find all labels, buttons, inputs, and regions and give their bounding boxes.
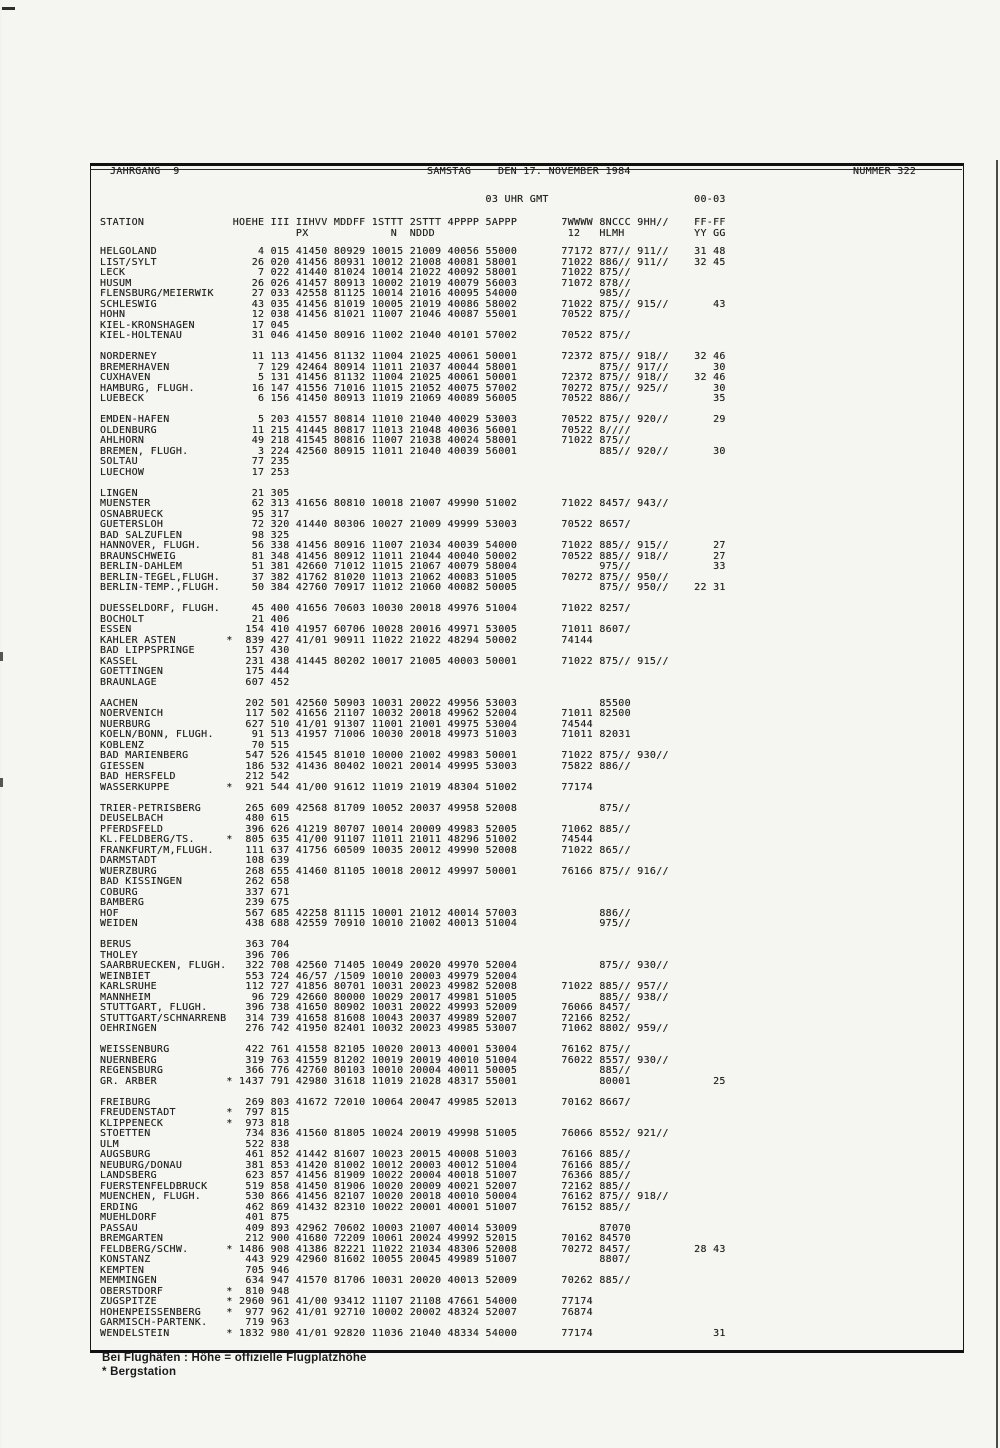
table-block [100, 247, 960, 342]
table-row: LIST/SYLT 26 020 41456 80931 10012 21008 40081 58001 71022 886// 911// 32 45 [100, 256, 726, 268]
table-row: WEINBIET 553 724 46/57 /1509 10010 20003 49979 52004 [100, 970, 518, 982]
weekday-label: SAMSTAG [427, 166, 472, 177]
table-row: KEMPTEN 705 946 [100, 1264, 290, 1276]
table-row: LINGEN 21 305 [100, 487, 290, 499]
table-row: FELDBERG/SCHW. * 1486 908 41386 82221 11022 21034 48306 52008 70272 8457/ 28 43 [100, 1243, 726, 1255]
table-row: LUECHOW 17 253 [100, 466, 290, 478]
table-row: OEHRINGEN 276 742 41950 82401 10032 20023 49985 53007 71062 8802/ 959// [100, 1023, 669, 1034]
table-row: DARMSTADT 108 639 [100, 855, 290, 866]
table-row: COBURG 337 671 [100, 886, 290, 898]
column-header-line1: STATION HOEHE III IIHVV MDDFF 1STTT 2STTT 4PPPP 5APPP 7WWWW 8NCCC 9HH// FF-FF [100, 217, 726, 228]
table-row: WEISSENBURG 422 761 41558 82105 10020 20013 40001 53004 76162 875// [100, 1044, 631, 1055]
table-row: FREUDENSTADT * 797 815 [100, 1107, 290, 1118]
table-block [100, 1045, 960, 1087]
table-row: KL.FELDBERG/TS. * 805 635 41/00 91107 11011 21011 48296 51002 74544 [100, 834, 593, 845]
table-row: BAD KISSINGEN 262 658 [100, 876, 290, 887]
table-row: REGENSBURG 366 776 42760 80103 10010 20004 40011 50005 885// [100, 1065, 631, 1076]
table-row: GR. ARBER * 1437 791 42980 31618 11019 21028 48317 55001 80001 25 [100, 1075, 726, 1087]
table-block [100, 940, 960, 1035]
table-row: STUTTGART/SCHNARRENB 314 739 41658 81608 10043 20037 49989 52007 72166 8252/ [100, 1012, 631, 1024]
table-row: OSNABRUECK 95 317 [100, 508, 290, 520]
table-row: NORDERNEY 11 113 41456 81132 11004 21025 40061 50001 72372 875// 918// 32 46 [100, 351, 726, 362]
table-row: HOF 567 685 42258 81115 10001 21012 40014 57003 886// [100, 907, 631, 919]
table-row: BREMGARTEN 212 900 41680 72209 10061 20024 49992 52015 70162 84570 [100, 1233, 631, 1244]
table-row: LANDSBERG 623 857 41456 81909 10022 20004 40018 51007 76366 885// [100, 1170, 631, 1181]
table-row: SAARBRUECKEN, FLUGH. 322 708 42560 71405 10049 20020 49970 52004 875// 930// [100, 960, 669, 971]
table-block [100, 489, 960, 594]
table-row: KOBLENZ 70 515 [100, 739, 290, 751]
table-row: MEMMINGEN 634 947 41570 81706 10031 20020 40013 52009 70262 885// [100, 1275, 631, 1286]
table-row: MANNHEIM 96 729 42660 80000 10029 20017 49981 51005 885// 938// [100, 991, 669, 1003]
page-edge-line [996, 160, 998, 1448]
column-header-line2: PX N NDDD 12 HLMH YY GG [100, 228, 726, 239]
table-row: BAD MARIENBERG 547 526 41545 81010 10000 21002 49983 50001 71022 875// 930// [100, 750, 669, 761]
table-row: FLENSBURG/MEIERWIK 27 033 42558 81125 10014 21016 40095 54000 985// [100, 288, 631, 299]
table-block [100, 352, 960, 405]
table-row: GOETTINGEN 175 444 [100, 666, 290, 677]
weather-table [100, 247, 960, 1350]
table-row: DEUSELBACH 480 615 [100, 813, 290, 824]
table-row: STUTTGART, FLUGH. 396 738 41650 80902 10031 20022 49993 52009 76066 8457/ [100, 1002, 631, 1013]
table-row: HAMBURG, FLUGH. 16 147 41556 71016 11015 21052 40075 57002 70272 875// 925// 30 [100, 382, 726, 394]
table-row: FRANKFURT/M,FLUGH. 111 637 41756 60509 10035 20012 49990 52008 71022 865// [100, 844, 631, 856]
table-row: MUENCHEN, FLUGH. 530 866 41456 82107 10020 20018 40010 50004 76162 875// 918// [100, 1191, 669, 1202]
table-row: BREMERHAVEN 7 129 42464 80914 11011 21037 40044 58001 875// 917// 30 [100, 361, 726, 373]
table-block [100, 1098, 960, 1340]
table-row: PFERDSFELD 396 626 41219 80707 10014 20009 49983 52005 71062 885// [100, 823, 631, 835]
table-row: LECK 7 022 41440 81024 10014 21022 40092 58001 71022 875// [100, 267, 631, 278]
table-row: NUERBURG 627 510 41/01 91307 11001 21001 49975 53004 74544 [100, 718, 593, 730]
table-row: FREIBURG 269 803 41672 72010 10064 20047 49985 52013 70162 8667/ [100, 1096, 631, 1108]
table-row: WASSERKUPPE * 921 544 41/00 91612 11019 21019 48304 51002 77174 [100, 781, 593, 793]
table-row: THOLEY 396 706 [100, 949, 290, 961]
table-row: BAD SALZUFLEN 98 325 [100, 529, 290, 541]
table-row: BAD HERSFELD 212 542 [100, 771, 290, 782]
table-row: GARMISCH-PARTENK. 719 963 [100, 1317, 290, 1328]
table-row: HUSUM 26 026 41457 80913 10002 21019 40079 56003 71072 878// [100, 277, 631, 289]
table-row: TRIER-PETRISBERG 265 609 42568 81709 10052 20037 49958 52008 875// [100, 802, 631, 814]
table-row: SOLTAU 77 235 [100, 456, 290, 467]
table-row: KARLSRUHE 112 727 41856 80701 10031 20023 49982 52008 71022 885// 957// [100, 981, 669, 992]
table-row: WENDELSTEIN * 1832 980 41/01 92820 11036 21040 48334 54000 77174 31 [100, 1327, 726, 1339]
table-row: KAHLER ASTEN * 839 427 41/01 90911 11022 21022 48294 50002 74144 [100, 634, 593, 646]
table-row: SCHLESWIG 43 035 41456 81019 10005 21019 40086 58002 71022 875// 915// 43 [100, 298, 726, 310]
table-row: ESSEN 154 410 41957 60706 10028 20016 49971 53005 71011 8607/ [100, 624, 631, 635]
table-block [100, 699, 960, 794]
table-row: BRAUNSCHWEIG 81 348 41456 80912 11011 21044 40040 50002 70522 885// 918// 27 [100, 550, 726, 562]
table-row: BOCHOLT 21 406 [100, 613, 290, 625]
table-row: NEUBURG/DONAU 381 853 41420 81002 10012 20003 40012 51004 76166 885// [100, 1159, 631, 1171]
table-row: NOERVENICH 117 502 41656 21107 10032 20018 49962 52004 71011 82500 [100, 708, 631, 719]
table-row: KIEL-KRONSHAGEN 17 045 [100, 319, 290, 331]
table-block [100, 415, 960, 478]
table-block [100, 604, 960, 688]
date-label: DEN 17. NOVEMBER 1984 [498, 166, 631, 177]
table-row: HOHENPEISSENBERG * 977 962 41/01 92710 10002 20002 48324 52007 76874 [100, 1306, 593, 1318]
table-row: DUESSELDORF, FLUGH. 45 400 41656 70603 10030 20018 49976 51004 71022 8257/ [100, 603, 631, 614]
table-row: BAD LIPPSPRINGE 157 430 [100, 645, 290, 656]
table-row: EMDEN-HAFEN 5 203 41557 80814 11010 21040 40029 53003 70522 875// 920// 29 [100, 414, 726, 425]
table-row: HELGOLAND 4 015 41450 80929 10015 21009 40056 55000 77172 877// 911// 31 48 [100, 246, 726, 257]
table-row: LUEBECK 6 156 41450 80913 11019 21069 40089 56005 70522 886// 35 [100, 393, 726, 404]
table-row: CUXHAVEN 5 131 41456 81132 11004 21025 40061 50001 72372 875// 918// 32 46 [100, 372, 726, 383]
table-row: WUERZBURG 268 655 41460 81105 10018 20012 49997 50001 76166 875// 916// [100, 865, 669, 877]
corner-dash-mark [2, 7, 15, 10]
table-row: AHLHORN 49 218 41545 80816 11007 21038 40024 58001 71022 875// [100, 435, 631, 446]
issue-label: NUMMER 322 [853, 166, 917, 177]
table-block [100, 804, 960, 930]
footnote-bergstation: * Bergstation [102, 1366, 177, 1378]
table-row: ERDING 462 869 41432 82310 10022 20001 40001 51007 76152 885// [100, 1201, 631, 1213]
table-row: BAMBERG 239 675 [100, 897, 290, 908]
observation-time-line: 03 UHR GMT 00-03 [100, 194, 726, 205]
table-row: WEIDEN 438 688 42559 70910 10010 21002 40013 51004 975// [100, 918, 631, 929]
table-row: OBERSTDORF * 810 948 [100, 1285, 290, 1297]
binding-mark [0, 778, 3, 787]
table-row: AACHEN 202 501 42560 50903 10031 20022 49956 53003 85500 [100, 697, 631, 709]
table-row: FUERSTENFELDBRUCK 519 858 41450 81906 10020 20009 40021 52007 72162 885// [100, 1180, 631, 1192]
footnote-airports: Bei Flughäfen : Höhe = offizielle Flugplatzhöhe [102, 1352, 367, 1364]
table-row: PASSAU 409 893 42962 70602 10003 21007 40014 53009 87070 [100, 1222, 631, 1234]
table-row: MUEHLDORF 401 875 [100, 1212, 290, 1223]
binding-mark [0, 652, 3, 661]
table-row: GUETERSLOH 72 320 41440 80306 10027 21009 49999 53003 70522 8657/ [100, 519, 631, 530]
table-row: ZUGSPITZE * 2960 961 41/00 93412 11107 21108 47661 54000 77174 [100, 1296, 593, 1307]
table-row: KASSEL 231 438 41445 80202 10017 21005 40003 50001 71022 875// 915// [100, 655, 669, 667]
table-row: BERUS 363 704 [100, 939, 290, 950]
table-row: BREMEN, FLUGH. 3 224 42560 80915 11011 21040 40039 56001 885// 920// 30 [100, 445, 726, 457]
table-row: AUGSBURG 461 852 41442 81607 10023 20015 40008 51003 76166 885// [100, 1149, 631, 1160]
table-row: HOHN 12 038 41456 81021 11007 21046 40087 55001 70522 875// [100, 309, 631, 320]
table-row: STOETTEN 734 836 41560 81805 10024 20019 49998 51005 76066 8552/ 921// [100, 1128, 669, 1139]
table-row: OLDENBURG 11 215 41445 80817 11013 21048 40036 56001 70522 8//// [100, 424, 631, 436]
table-row: KONSTANZ 443 929 42960 81602 10055 20045 49989 51007 8807/ [100, 1254, 631, 1265]
table-row: KOELN/BONN, FLUGH. 91 513 41957 71006 10030 20018 49973 51003 71011 82031 [100, 729, 631, 740]
table-row: BRAUNLAGE 607 452 [100, 676, 290, 688]
table-row: NUERNBERG 319 763 41559 81202 10019 20019 40010 51004 76022 8557/ 930// [100, 1054, 669, 1066]
table-row: KIEL-HOLTENAU 31 046 41450 80916 11002 21040 40101 57002 70522 875// [100, 330, 631, 341]
journal-label: JAHRGANG 9 [110, 166, 180, 177]
table-row: HANNOVER, FLUGH. 56 338 41456 80916 11007 21034 40039 54000 71022 885// 915// 27 [100, 540, 726, 551]
table-row: GIESSEN 186 532 41436 80402 10021 20014 49995 53003 75822 886// [100, 760, 631, 772]
table-row: ULM 522 838 [100, 1138, 290, 1150]
table-row: KLIPPENECK * 973 818 [100, 1117, 290, 1129]
table-row: BERLIN-DAHLEM 51 381 42660 71012 11015 21067 40079 58004 975// 33 [100, 561, 726, 572]
table-row: BERLIN-TEGEL,FLUGH. 37 382 41762 81020 11013 21062 40083 51005 70272 875// 950// [100, 571, 669, 583]
table-row: MUENSTER 62 313 41656 80810 10018 21007 49990 51002 71022 8457/ 943// [100, 498, 669, 509]
table-row: BERLIN-TEMP.,FLUGH. 50 384 42760 70917 11012 21060 40082 50005 875// 950// 22 31 [100, 582, 726, 593]
